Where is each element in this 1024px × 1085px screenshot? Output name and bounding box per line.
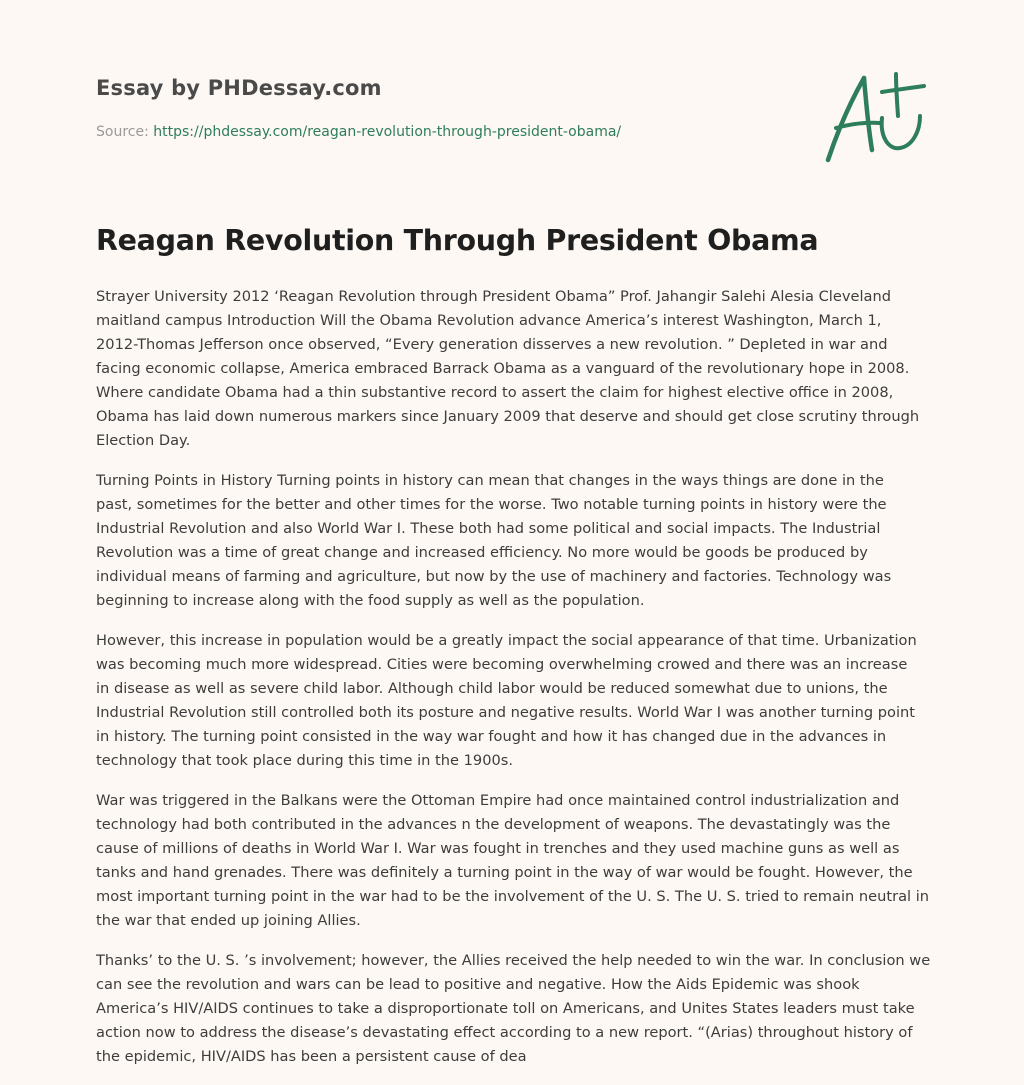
essay-paragraph: Strayer University 2012 ‘Reagan Revolution through President Obama” Prof. Jahangir Salehi Alesia Cleveland maitland campus Introduction Will the Obama Revolution advance America’s interest Washington, March 1, 2012-Thomas Jefferson once observed, “Every generation disserves a new revolution. ” Depleted in war and facing economic collapse, America embraced Barrack Obama as a vanguard of the revolutionary hope in 2008. Where candidate Obama had a thin substantive record to assert the claim for highest elective office in 2008, Obama has laid down numerous markers since January 2009 that deserve and should get close scrutiny through Election Day. bbox=[96, 288, 920, 449]
essay-title: Reagan Revolution Through President Obama bbox=[96, 224, 819, 257]
source-link[interactable]: https://phdessay.com/reagan-revolution-through-president-obama/ bbox=[153, 124, 622, 140]
source-line bbox=[96, 124, 621, 140]
essay-paragraph: Turning Points in History Turning points in history can mean that changes in the ways things are done in the past, sometimes for the better and other times for the worse. Two notable turning points in history were the Industrial Revolution and also World War I. These both had some political and social impacts. The Industrial Revolution was a time of great change and increased efficiency. No more would be goods be produced by individual means of farming and agriculture, but now by the use of machinery and factories. Technology was beginning to increase along with the food supply as well as the population. bbox=[96, 472, 892, 609]
essay-paragraph: War was triggered in the Balkans were the Ottoman Empire had once maintained control industrialization and technology had both contributed in the advances n the development of weapons. The devastatingly was the cause of millions of deaths in World War I. War was fought in trenches and they used machine guns as well as tanks and hand grenades. There was definitely a turning point in the way of war would be fought. However, the most important turning point in the war had to be the involvement of the U. S. The U. S. tried to remain neutral in the war that ended up joining Allies. bbox=[96, 792, 930, 929]
brand-title: Essay by PHDessay.com bbox=[96, 76, 382, 100]
essay-paragraph: However, this increase in population would be a greatly impact the social appearance of that time. Urbanization was becoming much more widespread. Cities were becoming overwhelming crowed and there was an increase in disease as well as severe child labor. Although child labor would be reduced somewhat due to unions, the Industrial Revolution still controlled both its posture and negative results. World War I was another turning point in history. The turning point consisted in the way war fought and how it has changed due in the advances in technology that took place during this time in the 1900s. bbox=[96, 632, 917, 769]
a-plus-logo-icon bbox=[822, 66, 928, 166]
essay-body bbox=[96, 285, 932, 1085]
site-header bbox=[96, 76, 382, 100]
a-plus-logo-svg bbox=[822, 66, 928, 166]
source-label: Source: bbox=[96, 124, 154, 140]
essay-paragraph: Thanks’ to the U. S. ’s involvement; however, the Allies received the help needed to win the war. In conclusion we can see the revolution and wars can be lead to positive and negative. How the Aids Epidemic was shook America’s HIV/AIDS continues to take a disproportionate toll on Americans, and Unites States leaders must take action now to address the disease’s devastating effect according to a new report. “(Arias) throughout history of the epidemic, HIV/AIDS has been a persistent cause of dea bbox=[96, 952, 931, 1065]
